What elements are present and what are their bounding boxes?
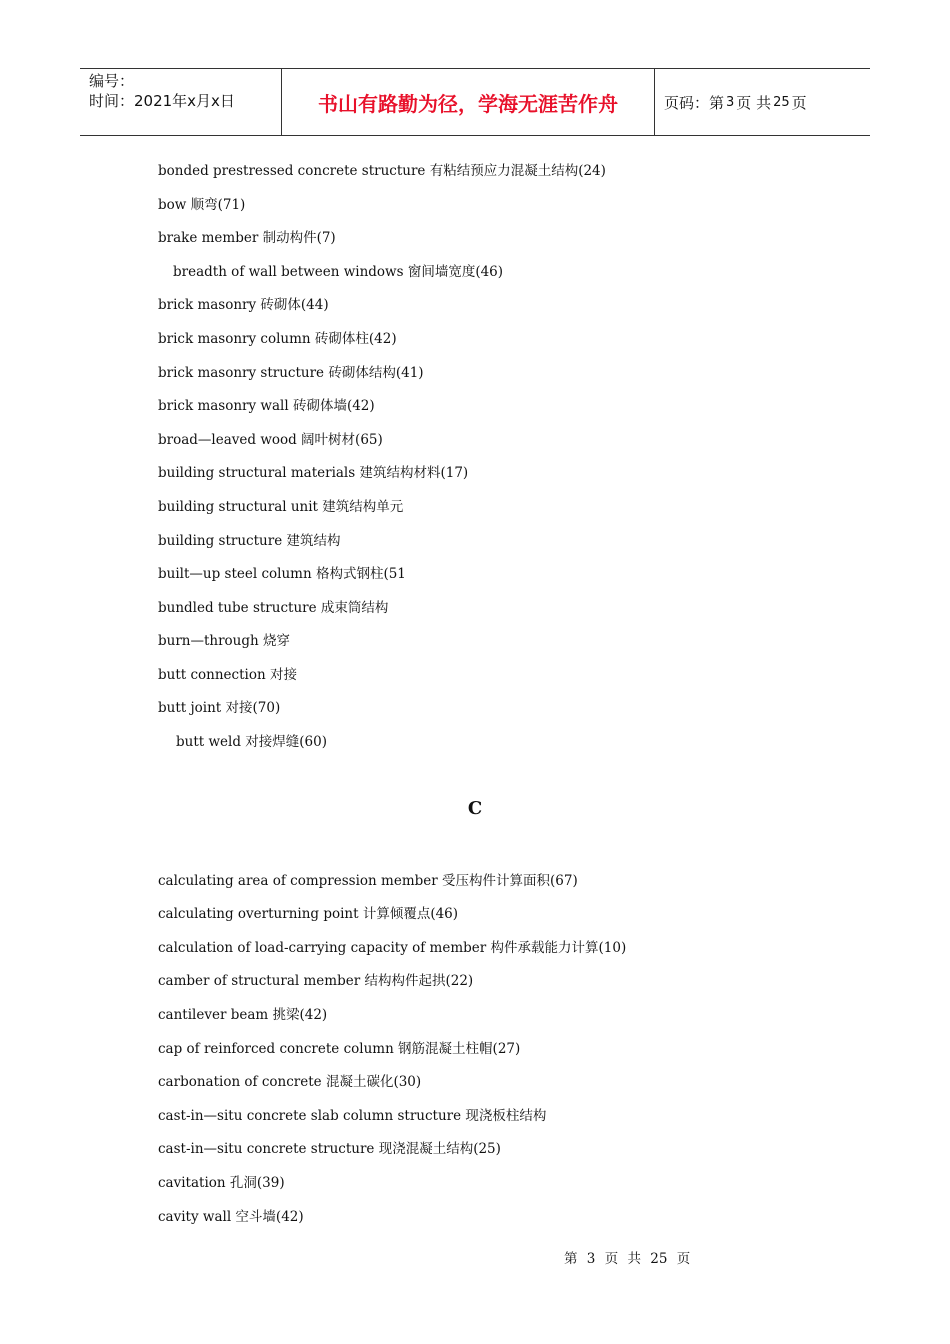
page-header bbox=[80, 68, 870, 136]
glossary-entry: built—up steel column 格构式钢柱(51 bbox=[158, 566, 406, 582]
glossary-entry: carbonation of concrete 混凝土碳化(30) bbox=[158, 1074, 422, 1090]
glossary-entry: brick masonry 砖砌体(44) bbox=[158, 297, 329, 313]
doc-number-label: 编号： bbox=[89, 72, 135, 90]
header-motto: 书山有路勤为径，学海无涯苦作舟 bbox=[281, 69, 655, 135]
glossary-entry: bonded prestressed concrete structure 有粘结预应力混凝土结构(24) bbox=[158, 163, 606, 179]
glossary-entry: breadth of wall between windows 窗间墙宽度(46) bbox=[173, 264, 504, 280]
glossary-entry: cast-in—situ concrete structure 现浇混凝土结构(25) bbox=[158, 1141, 501, 1157]
glossary-entry: cantilever beam 挑梁(42) bbox=[158, 1007, 328, 1023]
page-suffix: 页 bbox=[791, 93, 807, 112]
glossary-entry: brake member 制动构件(7) bbox=[158, 230, 336, 246]
glossary-entry: building structure 建筑结构 bbox=[158, 533, 341, 549]
footer-di: 第 bbox=[564, 1251, 578, 1267]
page-current: 3 bbox=[726, 94, 735, 110]
page-total: 25 bbox=[773, 94, 790, 110]
glossary-entry: calculating area of compression member 受压构件计算面积(67) bbox=[158, 873, 578, 889]
glossary-entry: bundled tube structure 成束筒结构 bbox=[158, 600, 389, 616]
footer-gong: 共 bbox=[627, 1251, 641, 1267]
glossary-entry: calculating overturning point 计算倾覆点(46) bbox=[158, 906, 459, 922]
doc-time-label: 时间：2021年x月x日 bbox=[89, 92, 235, 110]
footer-total-pages: 25 bbox=[650, 1251, 668, 1267]
glossary-entry: cavitation 孔洞(39) bbox=[158, 1175, 285, 1191]
glossary-entry: butt joint 对接(70) bbox=[158, 700, 281, 716]
glossary-entry: burn—through 烧穿 bbox=[158, 633, 291, 649]
glossary-entry: cap of reinforced concrete column 钢筋混凝土柱帽(27) bbox=[158, 1041, 521, 1057]
glossary-entry: cavity wall 空斗墙(42) bbox=[158, 1209, 304, 1225]
glossary-entry: calculation of load-carrying capacity of member 构件承载能力计算(10) bbox=[158, 940, 627, 956]
glossary-entry: butt connection 对接 bbox=[158, 667, 297, 683]
glossary-entry: butt weld 对接焊缝(60) bbox=[176, 734, 327, 750]
glossary-entry: bow 顺弯(71) bbox=[158, 197, 246, 213]
footer-ye: 页 bbox=[604, 1251, 619, 1267]
glossary-entry: cast-in—situ concrete slab column structure 现浇板柱结构 bbox=[158, 1108, 547, 1124]
header-meta bbox=[80, 69, 281, 135]
page-prefix: 页码：第 bbox=[664, 93, 725, 112]
glossary-entry: building structural materials 建筑结构材料(17) bbox=[158, 465, 469, 481]
footer-ye: 页 bbox=[676, 1251, 691, 1267]
glossary-entry: building structural unit 建筑结构单元 bbox=[158, 499, 404, 515]
footer-current-page: 3 bbox=[586, 1251, 596, 1267]
page-mid: 页 共 bbox=[736, 93, 772, 112]
glossary-entry: camber of structural member 结构构件起拱(22) bbox=[158, 973, 474, 989]
glossary-entry: brick masonry wall 砖砌体墙(42) bbox=[158, 398, 375, 414]
header-page-indicator bbox=[655, 69, 870, 135]
page-footer bbox=[564, 1247, 695, 1267]
glossary-entry: brick masonry structure 砖砌体结构(41) bbox=[158, 365, 424, 381]
glossary-entry: brick masonry column 砖砌体柱(42) bbox=[158, 331, 397, 347]
glossary-entry: broad—leaved wood 阔叶树材(65) bbox=[158, 432, 383, 448]
section-heading-c: C bbox=[467, 798, 483, 819]
